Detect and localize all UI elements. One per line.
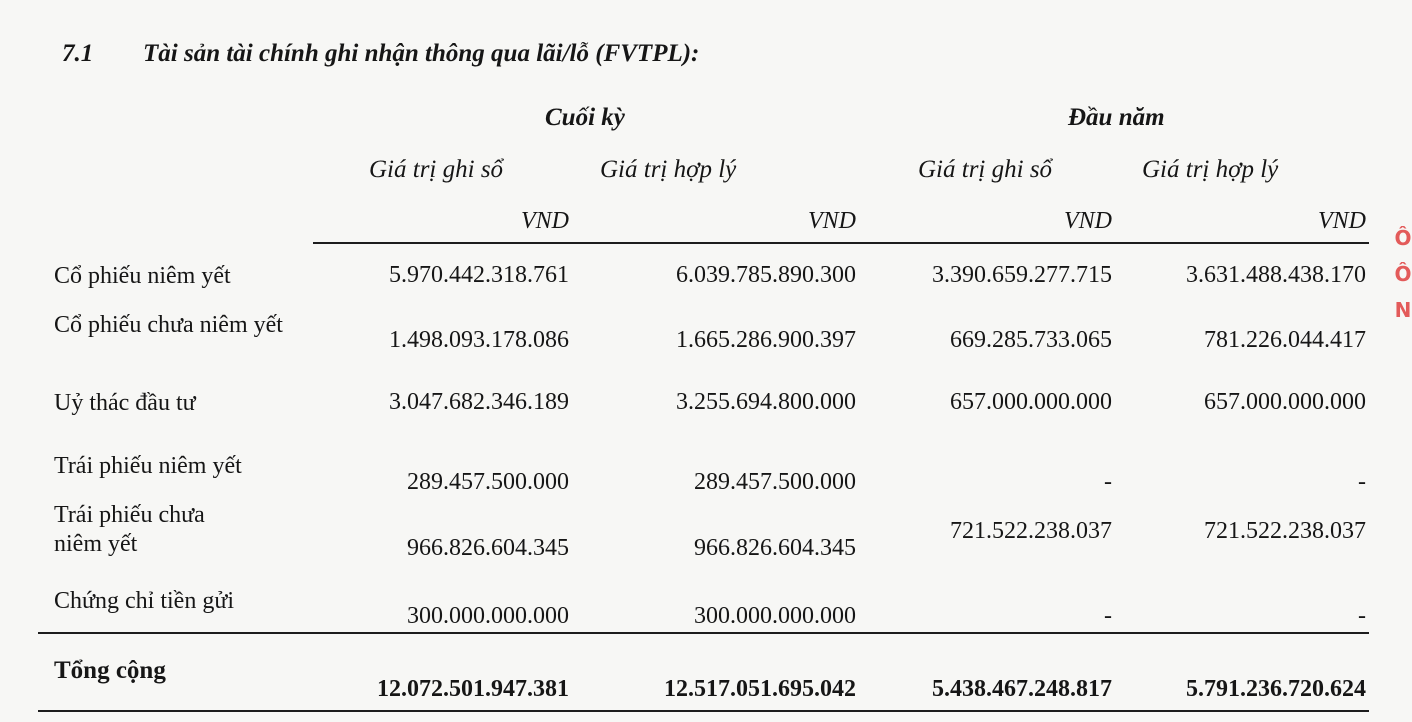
cell-value: 657.000.000.000 — [1204, 389, 1366, 415]
cell-value: 6.039.785.890.300 — [676, 262, 856, 288]
total-value: 5.438.467.248.817 — [932, 676, 1112, 702]
cell-value: 5.970.442.318.761 — [389, 262, 569, 288]
unit-label: VND — [808, 208, 856, 234]
group-header-end-period: Cuối kỳ — [545, 104, 625, 131]
cell-value: 966.826.604.345 — [407, 535, 569, 561]
row-label: Cổ phiếu niêm yết — [54, 263, 231, 289]
total-top-rule — [38, 632, 1369, 634]
total-value: 5.791.236.720.624 — [1186, 676, 1366, 702]
cell-value: 669.285.733.065 — [950, 327, 1112, 353]
cell-value: - — [1358, 469, 1366, 495]
total-bottom-rule — [38, 710, 1369, 712]
cell-value: 1.665.286.900.397 — [676, 327, 856, 353]
col-header-book-value-end: Giá trị ghi sổ — [369, 156, 504, 183]
section-title: Tài sản tài chính ghi nhận thông qua lãi/lỗ (FVTPL): — [143, 40, 700, 67]
col-header-book-value-start: Giá trị ghi sổ — [918, 156, 1053, 183]
cell-value: 721.522.238.037 — [1204, 518, 1366, 544]
cell-value: - — [1104, 603, 1112, 629]
cell-value: 3.390.659.277.715 — [932, 262, 1112, 288]
cell-value: 657.000.000.000 — [950, 389, 1112, 415]
total-label: Tổng cộng — [54, 657, 166, 684]
total-value: 12.072.501.947.381 — [377, 676, 569, 702]
cell-value: 3.631.488.438.170 — [1186, 262, 1366, 288]
cell-value: 1.498.093.178.086 — [389, 327, 569, 353]
cell-value: 966.826.604.345 — [694, 535, 856, 561]
unit-label: VND — [521, 208, 569, 234]
header-rule — [313, 242, 1369, 244]
row-label: Cổ phiếu chưa niêm yết — [54, 312, 283, 338]
unit-label: VND — [1064, 208, 1112, 234]
row-label: Uỷ thác đầu tư — [54, 390, 196, 416]
cell-value: 289.457.500.000 — [694, 469, 856, 495]
cell-value: 289.457.500.000 — [407, 469, 569, 495]
cell-value: - — [1104, 469, 1112, 495]
cell-value: - — [1358, 603, 1366, 629]
cell-value: 721.522.238.037 — [950, 518, 1112, 544]
cell-value: 781.226.044.417 — [1204, 327, 1366, 353]
cell-value: 3.047.682.346.189 — [389, 389, 569, 415]
cell-value: 300.000.000.000 — [407, 603, 569, 629]
red-stamp-fragment: Ô Ô N — [1394, 226, 1412, 322]
section-number: 7.1 — [62, 40, 94, 67]
unit-label: VND — [1318, 208, 1366, 234]
group-header-start-year: Đầu năm — [1068, 104, 1165, 131]
col-header-fair-value-end: Giá trị hợp lý — [600, 156, 737, 183]
cell-value: 3.255.694.800.000 — [676, 389, 856, 415]
row-label: Trái phiếu chưa niêm yết — [54, 502, 205, 557]
col-header-fair-value-start: Giá trị hợp lý — [1142, 156, 1279, 183]
cell-value: 300.000.000.000 — [694, 603, 856, 629]
total-value: 12.517.051.695.042 — [664, 676, 856, 702]
row-label: Chứng chỉ tiền gửi — [54, 588, 234, 614]
row-label: Trái phiếu niêm yết — [54, 453, 242, 479]
